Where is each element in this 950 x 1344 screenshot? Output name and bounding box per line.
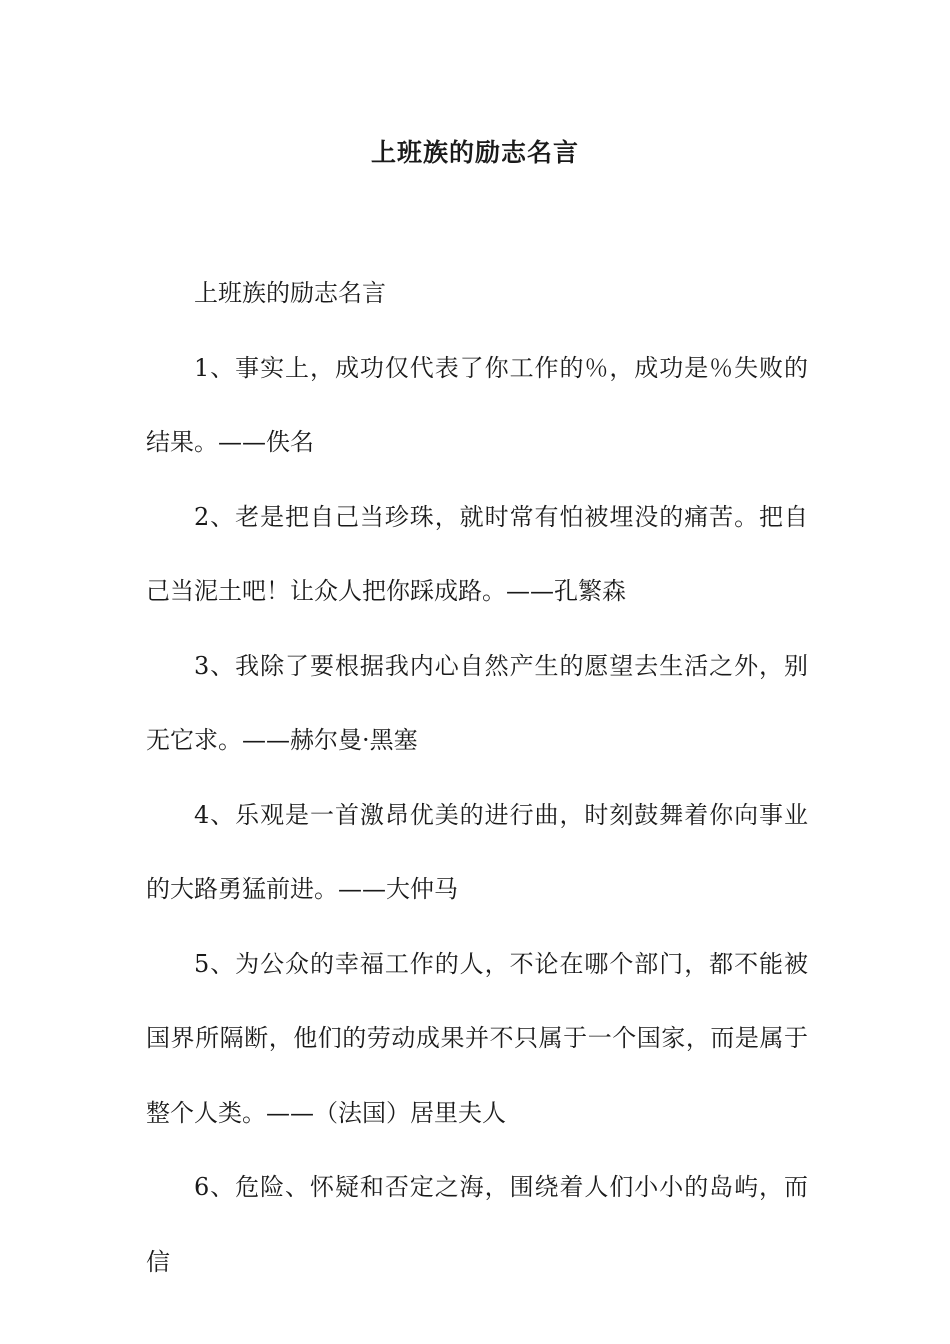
paragraph-quote-2: 2、老是把自己当珍珠，就时常有怕被埋没的痛苦。把自己当泥土吧！让众人把你踩成路。——孔繁森 xyxy=(146,502,808,605)
paragraph-quote-4: 4、乐观是一首激昂优美的进行曲，时刻鼓舞着你向事业的大路勇猛前进。——大仲马 xyxy=(146,800,808,903)
document-body xyxy=(146,256,808,1299)
paragraph-quote-5: 5、为公众的幸福工作的人，不论在哪个部门，都不能被国界所隔断，他们的劳动成果并不只属于一个国家，而是属于整个人类。——（法国）居里夫人 xyxy=(146,949,808,1127)
paragraph-quote-1: 1、事实上，成功仅代表了你工作的％，成功是％失败的结果。——佚名 xyxy=(146,353,808,456)
paragraph-quote-6: 6、危险、怀疑和否定之海，围绕着人们小小的岛屿，而信 xyxy=(146,1173,808,1276)
document-title: 上班族的励志名言 xyxy=(370,138,579,167)
paragraph-quote-3: 3、我除了要根据我内心自然产生的愿望去生活之外，别无它求。——赫尔曼·黑塞 xyxy=(146,651,808,754)
paragraph-heading: 上班族的励志名言 xyxy=(194,279,386,307)
